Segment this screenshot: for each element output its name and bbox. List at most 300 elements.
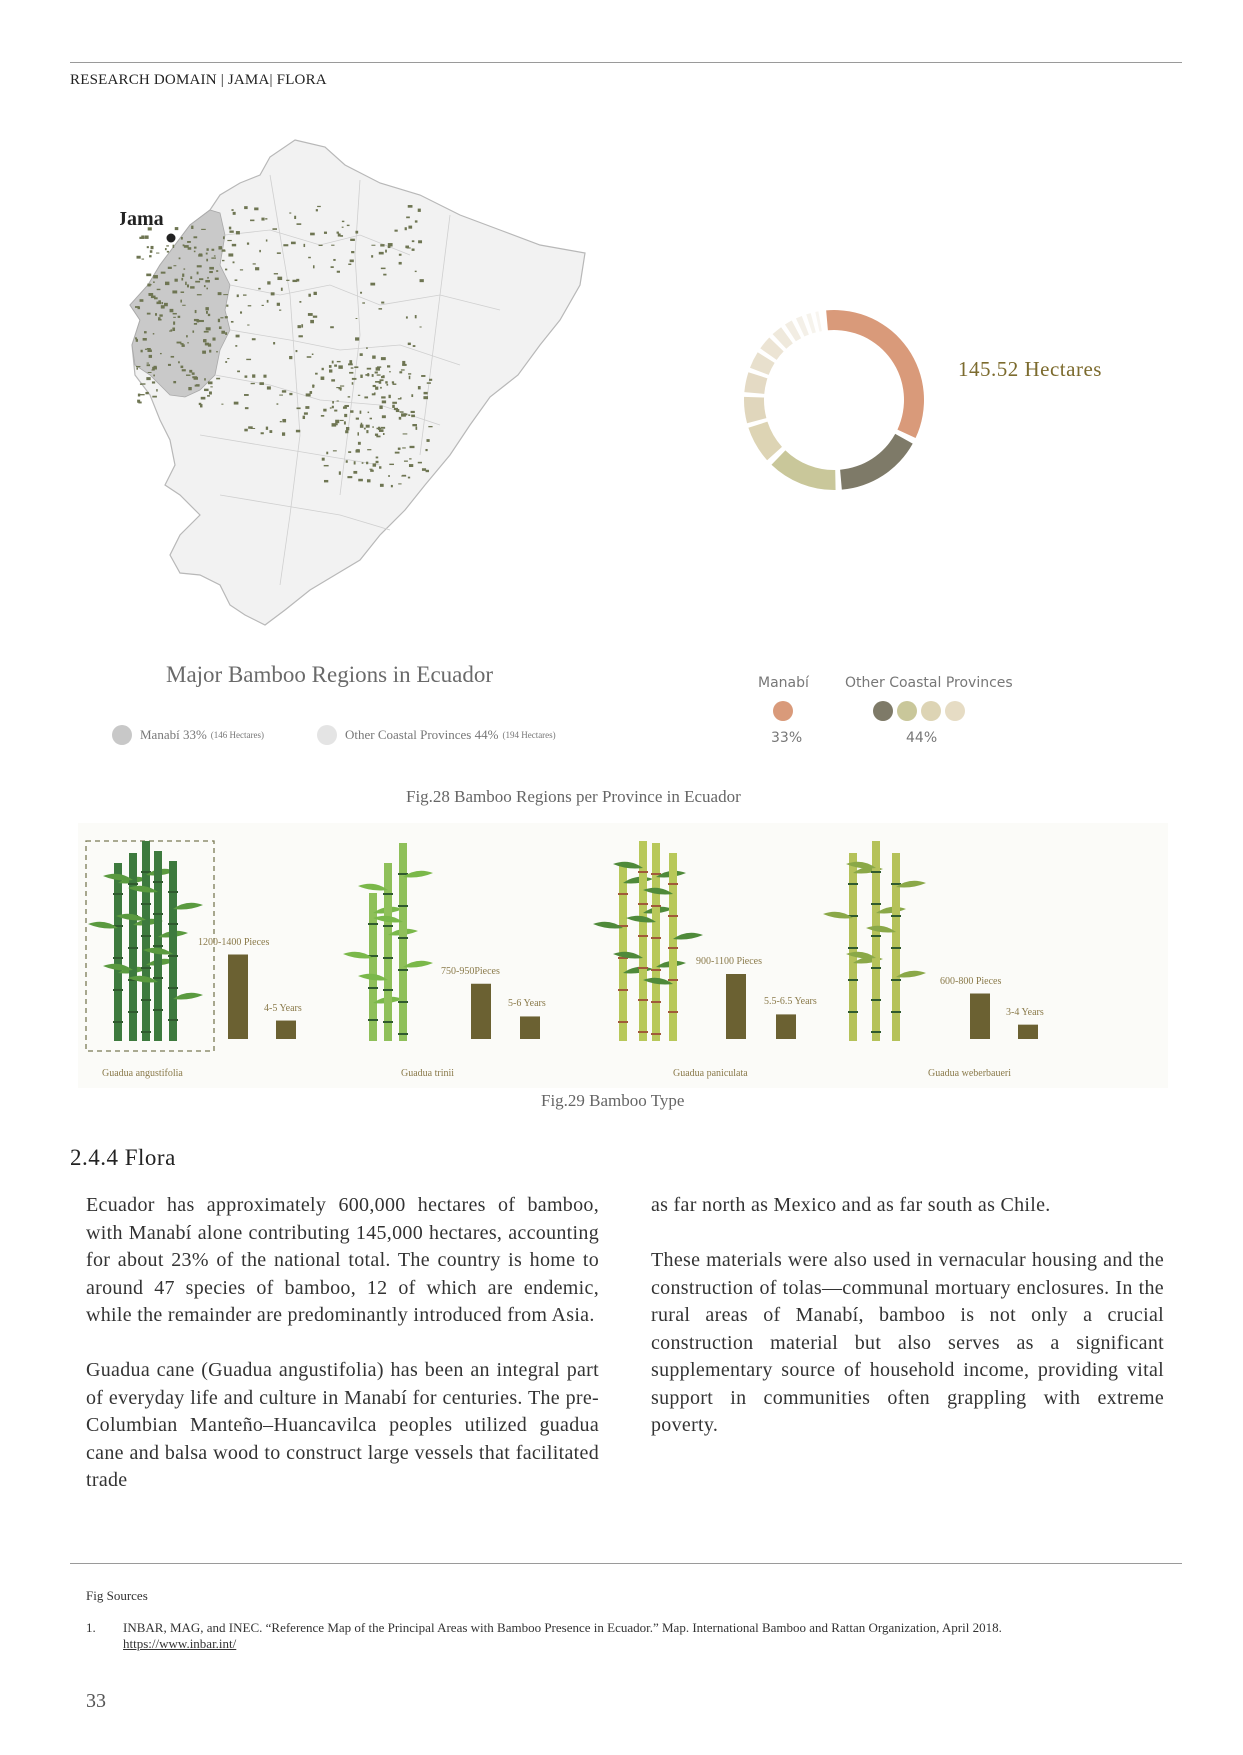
bamboo-speck (337, 271, 340, 273)
bamboo-node (153, 881, 163, 883)
bamboo-speck (147, 313, 151, 315)
bar-label-pieces: 750-950Pieces (441, 965, 500, 977)
bamboo-speck (321, 415, 324, 417)
bamboo-speck (240, 269, 243, 270)
bamboo-speck (209, 271, 213, 273)
bamboo-speck (158, 300, 161, 303)
paragraph: as far north as Mexico and as far south as Chile. (651, 1194, 1051, 1216)
bamboo-node (383, 925, 393, 927)
bamboo-stem (114, 863, 122, 1041)
bamboo-speck (254, 207, 258, 210)
bamboo-speck (235, 279, 238, 281)
bar-label-years: 5.5-6.5 Years (764, 996, 817, 1008)
bamboo-speck (269, 430, 272, 433)
bamboo-speck (404, 461, 408, 462)
paragraph: These materials were also used in vernacular housing and the construction of tolas—communal mortuary enclosures. In the rural areas of Manabí, bamboo is not only a crucial construction material but also serves as a significant supplementary source of household income, providing vital support in communities often grappling with extreme poverty. (651, 1249, 1164, 1436)
bamboo-speck (170, 329, 172, 330)
bamboo-node (651, 969, 661, 971)
bamboo-speck (146, 274, 151, 277)
bamboo-node (871, 871, 881, 873)
bamboo-speck (405, 246, 409, 249)
bamboo-speck (137, 400, 140, 403)
bamboo-node (651, 873, 661, 875)
bamboo-speck (331, 379, 335, 381)
bamboo-speck (253, 263, 256, 264)
bamboo-speck (380, 387, 382, 389)
bamboo-speck (210, 386, 212, 387)
reference-link[interactable]: https://www.inbar.int/ (123, 1636, 237, 1651)
bamboo-speck (153, 375, 155, 377)
bamboo-speck (189, 370, 192, 373)
bamboo-speck (204, 378, 206, 380)
bamboo-leaf (103, 964, 133, 971)
bamboo-speck (313, 265, 315, 268)
bamboo-speck (216, 351, 218, 352)
bamboo-speck (370, 418, 372, 420)
bamboo-speck (192, 372, 195, 374)
bamboo-speck (218, 292, 222, 295)
bamboo-speck (211, 257, 216, 258)
bamboo-speck (429, 379, 432, 381)
bamboo-speck (259, 250, 261, 252)
bamboo-speck (354, 366, 358, 368)
bamboo-node (168, 923, 178, 925)
bamboo-speck (208, 314, 210, 316)
bamboo-speck (331, 245, 334, 246)
bamboo-speck (276, 403, 278, 404)
bamboo-speck (236, 231, 240, 234)
bamboo-speck (346, 460, 348, 463)
bamboo-speck (244, 206, 248, 209)
bamboo-speck (400, 411, 404, 412)
bamboo-speck (347, 476, 352, 478)
bamboo-speck (408, 477, 410, 479)
bamboo-leaf (876, 907, 906, 914)
species-label-2: Guadua trinii (401, 1068, 455, 1079)
bamboo-speck (381, 427, 385, 429)
bamboo-node (141, 967, 151, 969)
bamboo-speck (188, 387, 191, 390)
bamboo-speck (173, 313, 177, 314)
donut-segment-other-5 (744, 372, 767, 394)
bamboo-node (128, 1011, 138, 1013)
bar-label-pieces: 600-800 Pieces (940, 975, 1002, 987)
bamboo-speck (375, 371, 378, 373)
bamboo-speck (310, 320, 314, 323)
bamboo-node (651, 937, 661, 939)
bamboo-speck (418, 240, 422, 243)
donut-legend-manabi-pct: 33% (771, 730, 803, 746)
bamboo-speck (366, 430, 368, 433)
bamboo-speck (208, 381, 213, 384)
bamboo-speck (408, 226, 412, 229)
bamboo-speck (152, 396, 157, 398)
bamboo-stem (399, 843, 407, 1041)
bamboo-speck (158, 317, 160, 320)
bamboo-speck (152, 369, 155, 370)
bamboo-speck (298, 335, 302, 337)
bamboo-node (651, 1001, 661, 1003)
bamboo-speck (177, 342, 182, 344)
bamboo-speck (136, 366, 141, 367)
bamboo-node (638, 999, 648, 1001)
bamboo-speck (330, 326, 334, 328)
bamboo-speck (353, 471, 357, 474)
bamboo-speck (183, 268, 185, 269)
bamboo-speck (401, 369, 405, 370)
bamboo-speck (252, 338, 256, 340)
bamboo-speck (367, 449, 371, 450)
bamboo-speck (402, 475, 406, 476)
bamboo-speck (392, 383, 396, 384)
bamboo-speck (308, 294, 310, 297)
bamboo-leaf (358, 974, 388, 981)
bamboo-speck (370, 283, 375, 286)
bamboo-speck (368, 412, 370, 413)
bamboo-node (368, 923, 378, 925)
bamboo-speck (165, 282, 169, 285)
bamboo-speck (277, 252, 281, 254)
bamboo-speck (421, 375, 425, 377)
bamboo-node (651, 905, 661, 907)
bamboo-speck (209, 350, 211, 353)
bamboo-speck (178, 361, 180, 363)
bamboo-speck (194, 247, 197, 249)
legend-label-manabi: Manabí 33% (140, 727, 207, 742)
bamboo-speck (367, 479, 371, 482)
bamboo-node (398, 873, 408, 875)
bamboo-speck (307, 356, 312, 358)
bamboo-speck (225, 361, 227, 363)
bamboo-speck (150, 250, 153, 253)
bamboo-speck (226, 305, 228, 307)
bamboo-speck (267, 386, 271, 389)
bamboo-speck (358, 479, 363, 482)
bamboo-speck (340, 235, 343, 237)
bamboo-node (638, 935, 648, 937)
legend-detail-manabi: (146 Hectares) (210, 730, 265, 740)
bamboo-speck (379, 466, 381, 468)
bamboo-speck (329, 365, 332, 368)
donut-legend-manabi-label: Manabí (758, 675, 809, 691)
donut-segment-other-1 (840, 434, 913, 490)
bamboo-speck (207, 395, 210, 397)
bamboo-speck (365, 374, 369, 376)
bamboo-speck (356, 318, 358, 319)
donut-segment-other-12 (815, 311, 822, 331)
bamboo-speck (206, 311, 208, 314)
bamboo-node (871, 1031, 881, 1033)
bamboo-speck (147, 246, 149, 248)
bamboo-speck (139, 237, 144, 239)
bamboo-speck (182, 274, 184, 277)
bamboo-speck (273, 342, 275, 344)
bamboo-speck (195, 281, 200, 283)
bamboo-speck (246, 359, 251, 360)
bamboo-node (368, 987, 378, 989)
bamboo-speck (411, 415, 415, 418)
bamboo-speck (376, 461, 379, 463)
bamboo-node (638, 1031, 648, 1033)
bamboo-speck (411, 411, 415, 413)
bamboo-speck (396, 409, 399, 412)
header-rule (70, 62, 1182, 63)
bamboo-speck (271, 292, 275, 295)
bamboo-speck (161, 305, 165, 308)
bamboo-speck (149, 284, 151, 285)
bamboo-speck (187, 342, 189, 343)
donut-segment-manabi (826, 310, 924, 438)
bamboo-speck (252, 374, 255, 377)
donut-legend-other-dot-3 (921, 701, 941, 721)
bamboo-speck (272, 228, 277, 230)
bamboo-speck (297, 223, 302, 225)
bamboo-speck (381, 302, 384, 304)
bamboo-speck (381, 357, 386, 360)
bamboo-speck (362, 302, 365, 303)
bamboo-speck (409, 458, 411, 459)
bamboo-speck (143, 338, 147, 341)
donut-legend-other-dot-4 (945, 701, 965, 721)
bamboo-speck (425, 449, 427, 451)
bamboo-speck (364, 396, 368, 398)
bamboo-speck (381, 376, 385, 378)
bamboo-speck (245, 407, 249, 409)
bamboo-speck (141, 350, 143, 353)
bamboo-speck (274, 273, 278, 274)
bamboo-speck (225, 316, 228, 318)
bamboo-speck (349, 360, 352, 363)
bamboo-speck (175, 227, 179, 230)
bamboo-speck (299, 301, 301, 303)
bamboo-speck (147, 348, 151, 350)
bamboo-speck (395, 452, 400, 454)
bamboo-speck (202, 351, 206, 354)
bamboo-speck (369, 469, 372, 470)
bamboo-speck (201, 229, 206, 230)
bamboo-speck (280, 421, 282, 422)
legend-swatch-other (317, 725, 337, 745)
bamboo-leaf (643, 978, 673, 985)
bamboo-speck (377, 374, 381, 375)
bamboo-speck (281, 288, 283, 291)
bamboo-leaf (173, 903, 203, 910)
bamboo-speck (206, 259, 208, 262)
bamboo-speck (382, 415, 386, 418)
bamboo-speck (381, 396, 385, 398)
bamboo-leaf (613, 862, 643, 869)
bar-pieces (970, 994, 990, 1040)
bamboo-node (668, 883, 678, 885)
bamboo-speck (324, 465, 329, 466)
bamboo-speck (140, 299, 144, 302)
bamboo-speck (326, 452, 328, 455)
bamboo-speck (426, 439, 429, 442)
bamboo-speck (337, 361, 341, 362)
bamboo-node (168, 987, 178, 989)
bamboo-speck (314, 292, 317, 295)
bar-years (276, 1021, 296, 1039)
bamboo-speck (361, 423, 363, 425)
bamboo-speck (321, 377, 325, 380)
bamboo-speck (244, 394, 249, 396)
bamboo-leaf (373, 916, 403, 923)
bamboo-speck (225, 269, 227, 271)
bamboo-speck (136, 367, 138, 369)
bamboo-speck (399, 417, 401, 420)
bamboo-speck (389, 371, 391, 372)
bamboo-speck (197, 294, 202, 295)
bamboo-node (153, 1009, 163, 1011)
bamboo-node (891, 947, 901, 949)
page-number: 33 (86, 1690, 106, 1712)
bamboo-speck (303, 244, 305, 247)
bamboo-node (113, 989, 123, 991)
bamboo-speck (205, 280, 210, 282)
bamboo-speck (339, 471, 341, 474)
bamboo-speck (366, 347, 368, 349)
bamboo-speck (370, 470, 374, 472)
bamboo-speck (362, 462, 364, 464)
bar-label-years: 3-4 Years (1006, 1006, 1044, 1018)
bamboo-speck (193, 236, 197, 238)
bamboo-speck (366, 462, 368, 465)
bamboo-node (848, 947, 858, 949)
bamboo-speck (333, 259, 335, 261)
bamboo-speck (337, 400, 339, 401)
bamboo-node (638, 903, 648, 905)
bamboo-speck (198, 254, 202, 256)
bamboo-speck (172, 328, 175, 331)
bamboo-speck (340, 385, 344, 386)
bamboo-speck (255, 267, 259, 270)
bamboo-node (398, 937, 408, 939)
bar-group (228, 955, 1038, 1040)
bamboo-speck (261, 218, 264, 221)
bamboo-speck (392, 381, 394, 383)
bamboo-speck (427, 382, 431, 383)
bar-label-years: 4-5 Years (264, 1002, 302, 1014)
bamboo-speck (305, 406, 309, 409)
bamboo-speck (375, 387, 378, 390)
bamboo-speck (153, 275, 158, 278)
bamboo-leaf (103, 874, 133, 881)
bamboo-speck (291, 242, 296, 245)
bamboo-speck (373, 463, 377, 466)
bamboo-speck (251, 383, 255, 384)
bamboo-speck (379, 381, 382, 384)
bamboo-speck (181, 366, 184, 368)
donut-legend-manabi-dot (773, 701, 793, 721)
bamboo-speck (415, 220, 418, 222)
bamboo-speck (372, 355, 376, 358)
bamboo-speck (205, 307, 208, 310)
bamboo-speck (234, 402, 239, 405)
bamboo-speck (351, 251, 354, 253)
bamboo-speck (336, 387, 340, 388)
bamboo-node (383, 989, 393, 991)
bamboo-speck (358, 395, 360, 396)
bamboo-speck (379, 252, 384, 255)
legend-detail-other: (194 Hectares) (502, 730, 556, 740)
bamboo-node (128, 947, 138, 949)
donut-legend-other-dot-2 (897, 701, 917, 721)
bamboo-speck (403, 433, 408, 434)
bamboo-speck (204, 285, 206, 287)
bamboo-speck (352, 382, 354, 384)
bamboo-speck (187, 241, 191, 243)
bamboo-speck (335, 423, 338, 425)
bamboo-speck (301, 324, 303, 327)
bamboo-speck (371, 255, 373, 257)
bamboo-speck (182, 369, 186, 371)
bamboo-speck (378, 308, 382, 309)
bamboo-speck (168, 267, 172, 269)
bamboo-speck (296, 350, 298, 352)
bamboo-leaf (403, 961, 433, 968)
bamboo-speck (186, 375, 190, 376)
bamboo-speck (418, 462, 422, 464)
bamboo-speck (294, 216, 296, 219)
bamboo-speck (322, 458, 325, 461)
bamboo-speck (141, 259, 144, 260)
bamboo-speck (186, 335, 188, 337)
reference-text: INBAR, MAG, and INEC. “Reference Map of the Principal Areas with Bamboo Presence in Ecuador.” Map. International Bamboo and Rattan Organization, April 2018. (123, 1620, 1002, 1635)
bamboo-speck (289, 356, 292, 359)
bamboo-speck (277, 303, 280, 306)
bamboo-speck (388, 475, 390, 477)
bamboo-node (153, 977, 163, 979)
bamboo-speck (315, 373, 318, 375)
fig-sources-heading: Fig Sources (86, 1588, 148, 1603)
bamboo-speck (145, 349, 147, 350)
bamboo-speck (426, 470, 429, 472)
bamboo-leaf (613, 952, 643, 959)
map-legend-manabi (112, 725, 264, 745)
bamboo-speck (344, 405, 349, 407)
bamboo-speck (262, 305, 264, 306)
bamboo-speck (355, 337, 359, 340)
species-label-3: Guadua paniculata (673, 1068, 748, 1079)
bamboo-speck (350, 410, 353, 412)
bamboo-speck (194, 377, 198, 380)
bamboo-speck (298, 325, 301, 328)
bamboo-speck (173, 321, 175, 324)
bamboo-speck (218, 246, 222, 249)
running-header: RESEARCH DOMAIN | JAMA| FLORA (70, 72, 327, 88)
bamboo-speck (263, 375, 266, 378)
bamboo-speck (354, 461, 356, 464)
bamboo-speck (219, 326, 222, 329)
bar-label-pieces: 900-1100 Pieces (696, 956, 763, 967)
bamboo-speck (266, 239, 268, 241)
bamboo-speck (140, 394, 145, 395)
bamboo-speck (385, 381, 387, 383)
bamboo-speck (282, 419, 286, 422)
bamboo-speck (233, 261, 235, 263)
fig29-caption: Fig.29 Bamboo Type (541, 1091, 685, 1110)
bamboo-speck (398, 483, 401, 484)
bamboo-speck (222, 260, 224, 261)
bamboo-speck (422, 468, 426, 471)
bamboo-speck (347, 225, 350, 226)
bamboo-speck (159, 314, 162, 316)
bamboo-speck (221, 404, 223, 405)
bamboo-node (383, 957, 393, 959)
bamboo-node (871, 999, 881, 1001)
bamboo-speck (382, 400, 386, 403)
bamboo-speck (366, 425, 370, 428)
